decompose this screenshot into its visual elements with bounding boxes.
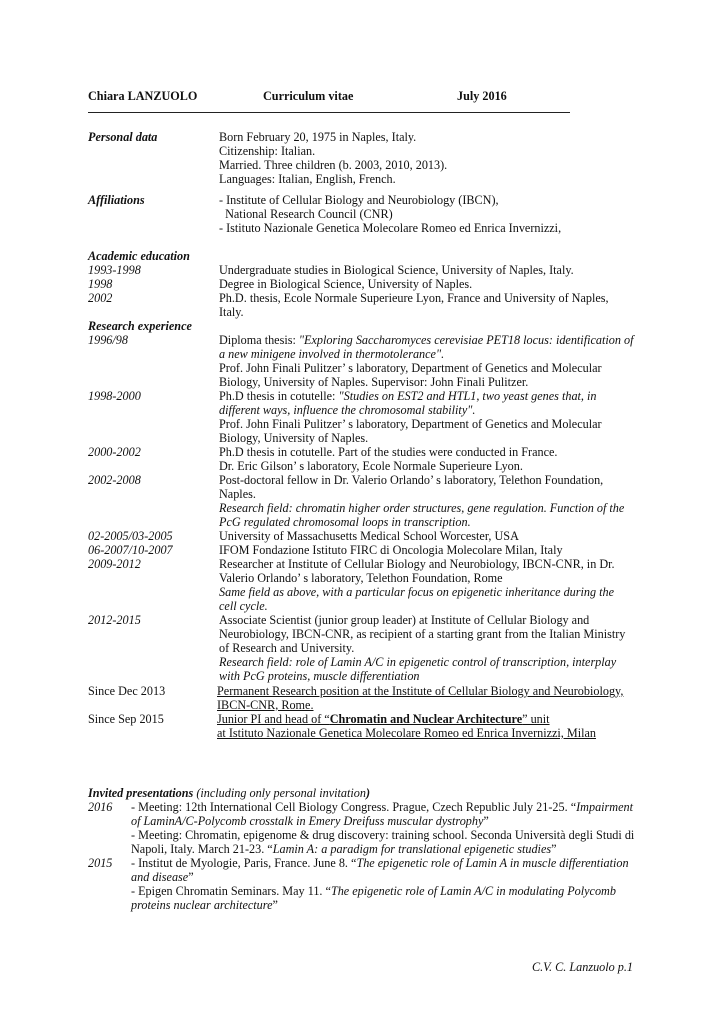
presentation-text: ” [483,814,489,828]
cv-title: Curriculum vitae [263,89,354,103]
research-text: Junior PI and head of “ [217,712,330,726]
research-year: 1998-2000 [88,389,141,403]
education-text: Degree in Biological Science, University of Naples. [219,277,473,291]
research-text: IFOM Fondazione Istituto FIRC di Oncologia Molecolare Milan, Italy [219,543,563,557]
invited-note-close: ) [365,786,370,800]
research-field: PcG regulated chromosomal loops in transcription. [219,515,471,529]
cv-date: July 2016 [457,89,507,103]
personal-line: Married. Three children (b. 2003, 2010, 2013). [219,158,448,172]
research-text: IBCN-CNR, Rome. [217,698,314,712]
thesis-title: a new minigene involved in thermotolerance". [219,347,445,361]
thesis-title: "Studies on EST2 and HTL1, two yeast genes that, in [338,389,597,403]
research-entry-2000 [219,445,557,473]
research-year: 2009-2012 [88,557,141,571]
research-text: of Research and University. [219,641,355,655]
education-text: Italy. [219,305,244,319]
invited-2015-block [131,856,629,912]
affiliation-line: National Research Council (CNR) [219,207,393,221]
education-year: 1993-1998 [88,263,141,277]
personal-line: Born February 20, 1975 in Naples, Italy. [219,130,417,144]
research-text: Associate Scientist (junior group leader) at Institute of Cellular Biology and [219,613,590,627]
research-field: with PcG proteins, muscle differentiation [219,669,420,683]
cv-name: Chiara LANZUOLO [88,89,198,103]
research-year: 2002-2008 [88,473,141,487]
research-text: Biology, University of Naples. [219,431,369,445]
research-entry-2002 [219,473,624,529]
research-field: Same field as above, with a particular focus on epigenetic inheritance during the [219,585,615,599]
education-text: Undergraduate studies in Biological Science, University of Naples, Italy. [219,263,574,277]
research-field: cell cycle. [219,599,268,613]
presentation-text: - Meeting: Chromatin, epigenome & drug discovery: training school. Seconda Università degli Studi di [131,828,635,842]
research-text: at Istituto Nazionale Genetica Molecolare Romeo ed Enrica Invernizzi, Milan [217,726,597,740]
research-text: Biology, University of Naples. Supervisor: John Finali Pulitzer. [219,375,529,389]
research-year: 06-2007/10-2007 [88,543,173,557]
presentation-title: Impairment [576,800,633,814]
thesis-title: "Exploring Saccharomyces cerevisiae PET18 locus: identification of [298,333,634,347]
education-year: 1998 [88,277,113,291]
research-prefix: Ph.D thesis in cotutelle: [219,389,339,403]
research-heading: Research experience [88,319,192,333]
research-text: Researcher at Institute of Cellular Biology and Neurobiology, IBCN-CNR, in Dr. [219,557,615,571]
research-text: ” unit [522,712,550,726]
research-text: Prof. John Finali Pulitzer’ s laboratory, Department of Genetics and Molecular [219,417,602,431]
unit-name: Chromatin and Nuclear Architecture [329,712,523,726]
research-year: 2000-2002 [88,445,141,459]
research-entry-2012 [219,613,625,683]
header-rule [88,112,570,113]
research-year: 2012-2015 [88,613,141,627]
education-text-block [219,291,609,319]
research-text: Dr. Eric Gilson’ s laboratory, Ecole Normale Superieure Lyon. [219,459,523,473]
personal-heading: Personal data [88,130,158,144]
presentation-title: of LaminA/C-Polycomb crosstalk in Emery Dreifuss muscular dystrophy [131,814,484,828]
affiliations-lines [219,193,561,235]
research-year: Since Sep 2015 [88,712,164,726]
presentation-text: - Institut de Myologie, Paris, France. June 8. “ [131,856,357,870]
research-entry-2015 [217,712,596,740]
education-text: Ph.D. thesis, Ecole Normale Superieure Lyon, France and University of Naples, [219,291,609,305]
invited-heading: Invited presentations [88,786,194,800]
affiliation-line: - Institute of Cellular Biology and Neurobiology (IBCN), [219,193,499,207]
research-text: Neurobiology, IBCN-CNR, as recipient of a starting grant from the Italian Ministry [219,627,626,641]
invited-heading-line [88,786,370,800]
research-text: Valerio Orlando’ s laboratory, Telethon Foundation, Rome [219,571,503,585]
research-text: Ph.D thesis in cotutelle. Part of the studies were conducted in France. [219,445,558,459]
research-prefix: Diploma thesis: [219,333,299,347]
presentation-title: The epigenetic role of Lamin A/C in modulating Polycomb [330,884,616,898]
research-text: University of Massachusetts Medical School Worcester, USA [219,529,519,543]
personal-line: Languages: Italian, English, French. [219,172,396,186]
page-footer: C.V. C. Lanzuolo p.1 [532,960,634,974]
invited-note: (including only personal invitation [193,786,366,800]
research-field: Research field: chromatin higher order structures, gene regulation. Function of the [219,501,625,515]
personal-line: Citizenship: Italian. [219,144,316,158]
presentation-text: Napoli, Italy. March 21-23. “ [131,842,273,856]
research-field: Research field: role of Lamin A/C in epigenetic control of transcription, interplay [219,655,617,669]
presentation-title: Lamin A: a paradigm for translational epigenetic studies [272,842,552,856]
presentation-text: - Epigen Chromatin Seminars. May 11. “ [131,884,331,898]
education-year: 2002 [88,291,113,305]
research-entry-2013 [217,684,623,712]
research-entry-1998 [219,389,602,445]
presentation-text: - Meeting: 12th International Cell Biology Congress. Prague, Czech Republic July 21-25. “ [131,800,577,814]
affiliations-heading: Affiliations [88,193,145,207]
presentation-text: ” [551,842,557,856]
presentation-title: proteins nuclear architecture [131,898,273,912]
presentation-title: and disease [131,870,189,884]
research-text: Post-doctoral fellow in Dr. Valerio Orlando’ s laboratory, Telethon Foundation, [219,473,604,487]
presentation-title: The epigenetic role of Lamin A in muscle differentiation [356,856,629,870]
invited-year: 2015 [88,856,113,870]
presentation-text: ” [272,898,278,912]
invited-year: 2016 [88,800,113,814]
research-text: Prof. John Finali Pulitzer’ s laboratory, Department of Genetics and Molecular [219,361,602,375]
education-heading: Academic education [88,249,190,263]
research-text: Naples. [219,487,256,501]
research-year: 02-2005/03-2005 [88,529,173,543]
research-year: Since Dec 2013 [88,684,166,698]
research-entry-2009 [219,557,615,613]
research-year: 1996/98 [88,333,128,347]
invited-2016-block [131,800,634,856]
affiliation-line: - Istituto Nazionale Genetica Molecolare Romeo ed Enrica Invernizzi, [219,221,562,235]
thesis-title: different ways, influence the chromosomal stability". [219,403,476,417]
research-text: Permanent Research position at the Institute of Cellular Biology and Neurobiology, [217,684,624,698]
presentation-text: ” [188,870,194,884]
personal-lines [219,130,447,186]
research-entry-1996 [219,333,633,389]
